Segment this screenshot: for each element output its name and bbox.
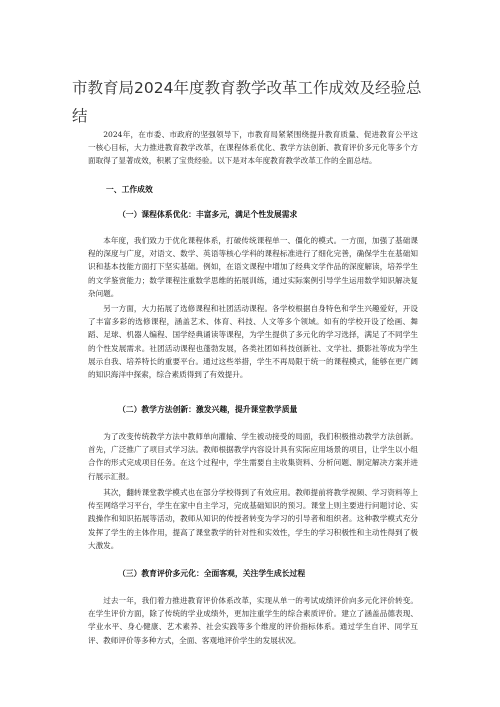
teaching-methods-paragraph-1: 为了改变传统教学方法中教师单向灌输、学生被动接受的局面，我们积极推动教学方法创新。首先，广泛推广了项目式学习法。教师根据教学内容设计具有实际应用场景的项目，让学生以小组合作的形式完成项目任务。在这个过程中，学生需要自主收集资料、分析问题、制定解决方案并进行展示汇报。 xyxy=(88,432,418,481)
curriculum-paragraph-2: 另一方面，大力拓展了选修课程和社团活动课程。各学校根据自身特色和学生兴趣爱好，开设了丰富多彩的选修课程，涵盖艺术、体育、科技、人文等多个领域。如有的学校开设了绘画、舞蹈、足球、机器人编程、国学经典诵读等课程，为学生提供了多元化的学习选择，满足了不同学生的个性发展需求。社团活动课程也蓬勃发展，各类社团如科技创新社、文学社、摄影社等成为学生展示自我、培养特长的重要平台。通过这些举措，学生不再局限于统一的课程模式，能够在更广阔的知识海洋中探索，综合素质得到了有效提升。 xyxy=(88,304,418,380)
section-heading-results: 一、工作成效 xyxy=(106,185,153,194)
curriculum-paragraph-1: 本年度，我们致力于优化课程体系，打破传统课程单一、僵化的模式。一方面，加强了基础课程的深度与广度，对语文、数学、英语等核心学科的课程标准进行了细化完善，确保学生在基础知识和基本技能方面打下坚实基础。例如，在语文课程中增加了经典文学作品的深度解读，培养学生的文学鉴赏能力；数学课程注重数学思维的拓展训练，通过实际案例引导学生运用数学知识解决复杂问题。 xyxy=(88,236,418,298)
subsection-heading-evaluation: （三）教育评价多元化：全面客观，关注学生成长过程 xyxy=(118,569,306,578)
subsection-heading-teaching-methods: （二）教学方法创新：激发兴趣，提升课堂教学质量 xyxy=(118,405,298,414)
evaluation-paragraph-1: 过去一年，我们着力推进教育评价体系改革，实现从单一的考试成绩评价向多元化评价转变。在学生评价方面，除了传统的学业成绩外，更加注重学生的综合素质评价。建立了涵盖品德表现、学业水平、身心健康、艺术素养、社会实践等多个维度的评价指标体系。通过学生自评、同学互评、教师评价等多种方式，全面、客观地评价学生的发展状况。 xyxy=(88,596,418,645)
intro-paragraph: 2024年，在市委、市政府的坚强领导下，市教育局紧紧围绕提升教育质量、促进教育公平这一核心目标，大力推进教育教学改革，在课程体系优化、教学方法创新、教育评价多元化等多个方面取得了显著成效，积累了宝贵经验。以下是对本年度教育教学改革工作的全面总结。 xyxy=(88,130,418,166)
subsection-heading-curriculum: （一）课程体系优化：丰富多元，满足个性发展需求 xyxy=(118,210,298,219)
document-title: 市教育局2024年度教育教学改革工作成效及经验总结 xyxy=(72,79,422,125)
teaching-methods-paragraph-2: 其次，翻转课堂教学模式也在部分学校得到了有效应用。教师提前将教学视频、学习资料等上传至网络学习平台，学生在家中自主学习，完成基础知识的预习。课堂上则主要进行问题讨论、实践操作和知识拓展等活动，教师从知识的传授者转变为学习的引导者和组织者。这种教学模式充分发挥了学生的主体作用，提高了课堂教学的针对性和实效性，学生的学习积极性和主动性得到了极大激发。 xyxy=(88,488,418,550)
